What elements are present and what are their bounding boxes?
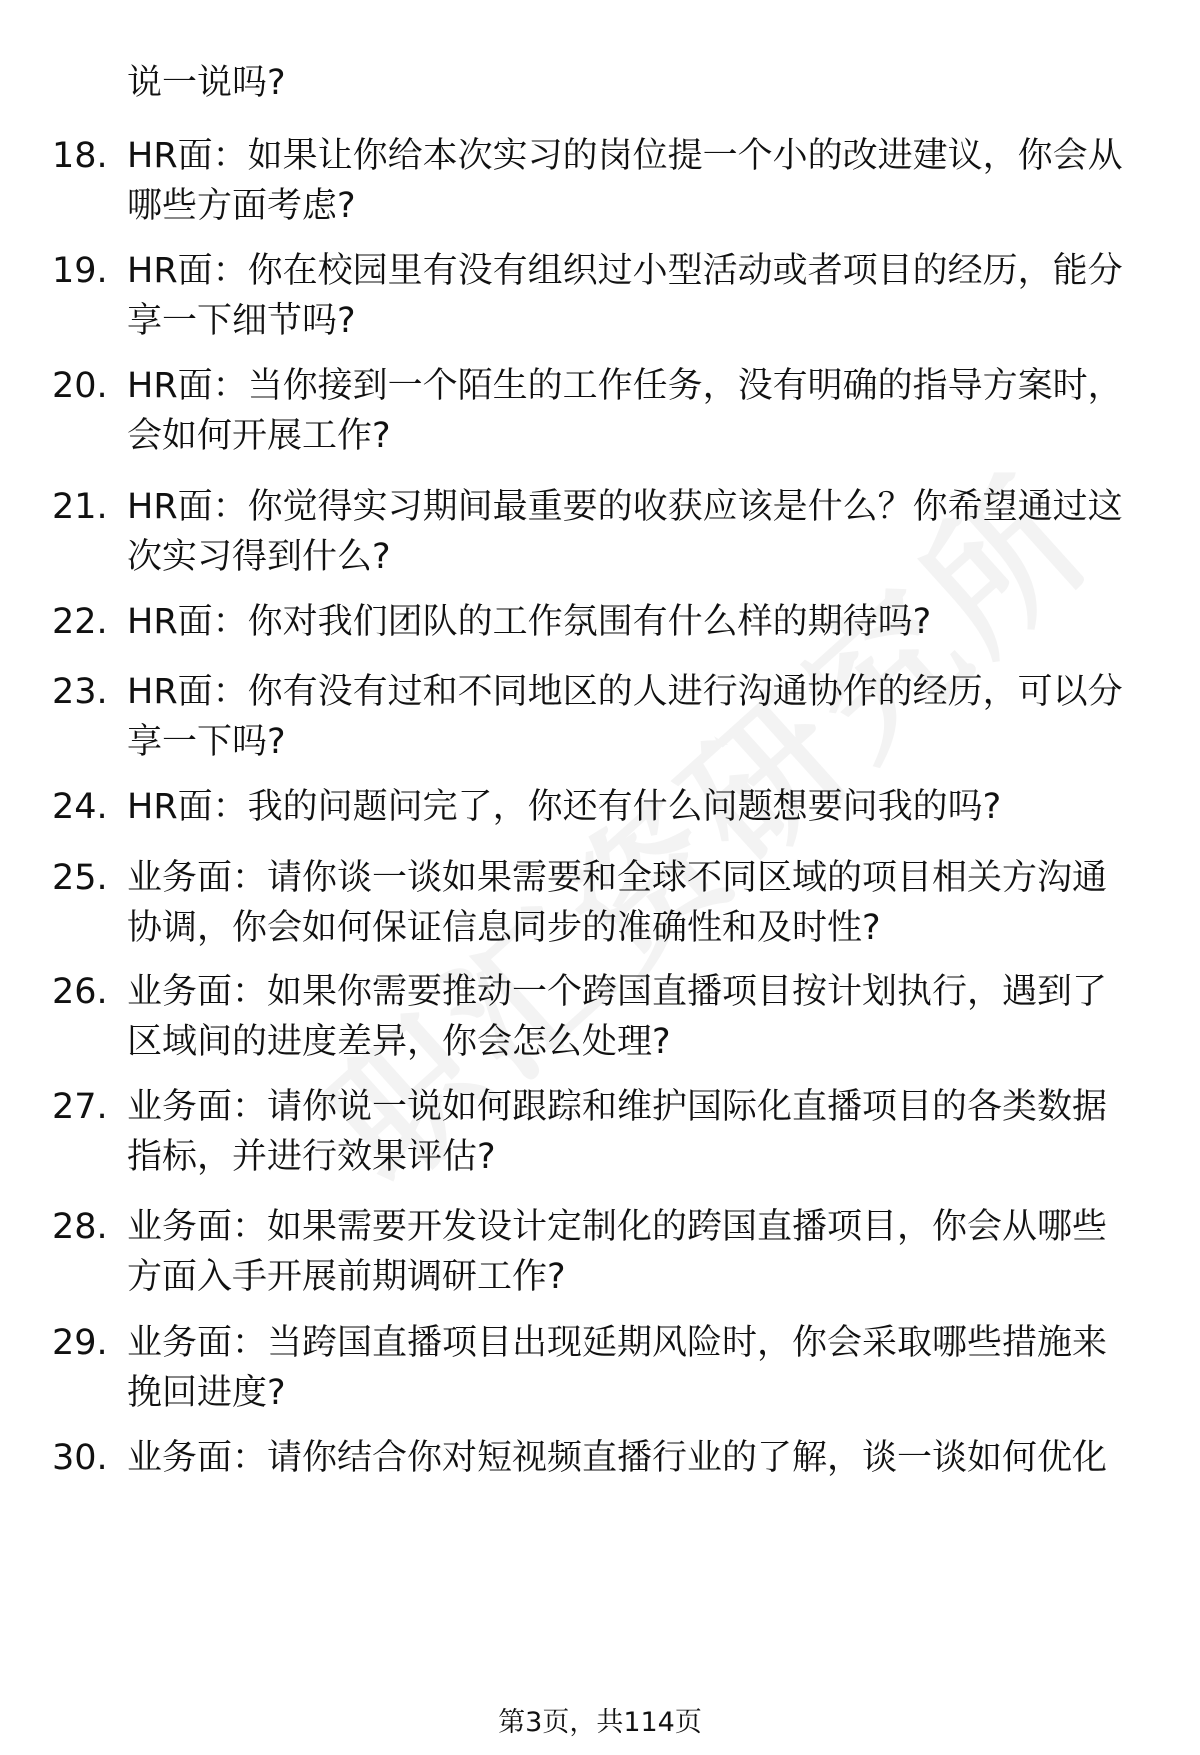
question-text-line: 会如何开展工作? xyxy=(127,416,391,456)
question-item xyxy=(0,1318,1200,1428)
question-number: 19. xyxy=(52,251,108,291)
question-item xyxy=(0,967,1200,1077)
question-text-line: HR面：我的问题问完了，你还有什么问题想要问我的吗? xyxy=(127,787,1002,827)
question-text-line: 协调，你会如何保证信息同步的准确性和及时性? xyxy=(127,908,881,948)
continuation-text: 说一说吗? xyxy=(127,63,286,103)
question-number: 29. xyxy=(52,1323,108,1363)
question-text-line: HR面：你觉得实习期间最重要的收获应该是什么？你希望通过这 xyxy=(127,487,1123,527)
question-text-line: HR面：如果让你给本次实习的岗位提一个小的改进建议，你会从 xyxy=(127,136,1123,176)
question-item xyxy=(0,246,1200,356)
question-text-line: 次实习得到什么? xyxy=(127,537,391,577)
question-text-line: 哪些方面考虑? xyxy=(127,186,356,226)
question-text-line: 业务面：当跨国直播项目出现延期风险时，你会采取哪些措施来 xyxy=(127,1323,1108,1363)
question-number: 24. xyxy=(52,787,108,827)
question-text-line: HR面：你在校园里有没有组织过小型活动或者项目的经历，能分 xyxy=(127,251,1123,291)
question-item xyxy=(0,1082,1200,1192)
question-text-line: 享一下细节吗? xyxy=(127,301,356,341)
question-number: 28. xyxy=(52,1207,108,1247)
question-item xyxy=(0,667,1200,777)
question-text-line: 业务面：请你谈一谈如果需要和全球不同区域的项目相关方沟通 xyxy=(127,858,1108,898)
question-text-line: HR面：当你接到一个陌生的工作任务，没有明确的指导方案时， xyxy=(127,366,1123,406)
question-text-line: 业务面：请你结合你对短视频直播行业的了解，谈一谈如何优化 xyxy=(127,1438,1108,1478)
question-text-line: 业务面：请你说一说如何跟踪和维护国际化直播项目的各类数据 xyxy=(127,1087,1108,1127)
question-number: 18. xyxy=(52,136,108,176)
question-number: 20. xyxy=(52,366,108,406)
question-item xyxy=(0,131,1200,241)
question-number: 25. xyxy=(52,858,108,898)
question-text-line: 业务面：如果需要开发设计定制化的跨国直播项目，你会从哪些 xyxy=(127,1207,1108,1247)
question-text-line: HR面：你对我们团队的工作氛围有什么样的期待吗? xyxy=(127,602,932,642)
question-text-line: 方面入手开展前期调研工作? xyxy=(127,1257,566,1297)
question-text-line: 享一下吗? xyxy=(127,722,286,762)
question-text-line: HR面：你有没有过和不同地区的人进行沟通协作的经历，可以分 xyxy=(127,672,1123,712)
question-text-line: 区域间的进度差异，你会怎么处理? xyxy=(127,1022,671,1062)
question-text-line: 指标，并进行效果评估? xyxy=(127,1137,496,1177)
question-item xyxy=(0,482,1200,592)
question-number: 22. xyxy=(52,602,108,642)
question-number: 30. xyxy=(52,1438,108,1478)
question-text-line: 业务面：如果你需要推动一个跨国直播项目按计划执行，遇到了 xyxy=(127,972,1108,1012)
question-number: 23. xyxy=(52,672,108,712)
question-item xyxy=(0,853,1200,963)
question-item xyxy=(0,1202,1200,1312)
question-number: 27. xyxy=(52,1087,108,1127)
question-number: 21. xyxy=(52,487,108,527)
question-item xyxy=(0,361,1200,471)
page-footer: 第3页，共114页 xyxy=(498,1707,702,1738)
question-item xyxy=(0,1433,1200,1543)
question-text-line: 挽回进度? xyxy=(127,1373,286,1413)
question-number: 26. xyxy=(52,972,108,1012)
